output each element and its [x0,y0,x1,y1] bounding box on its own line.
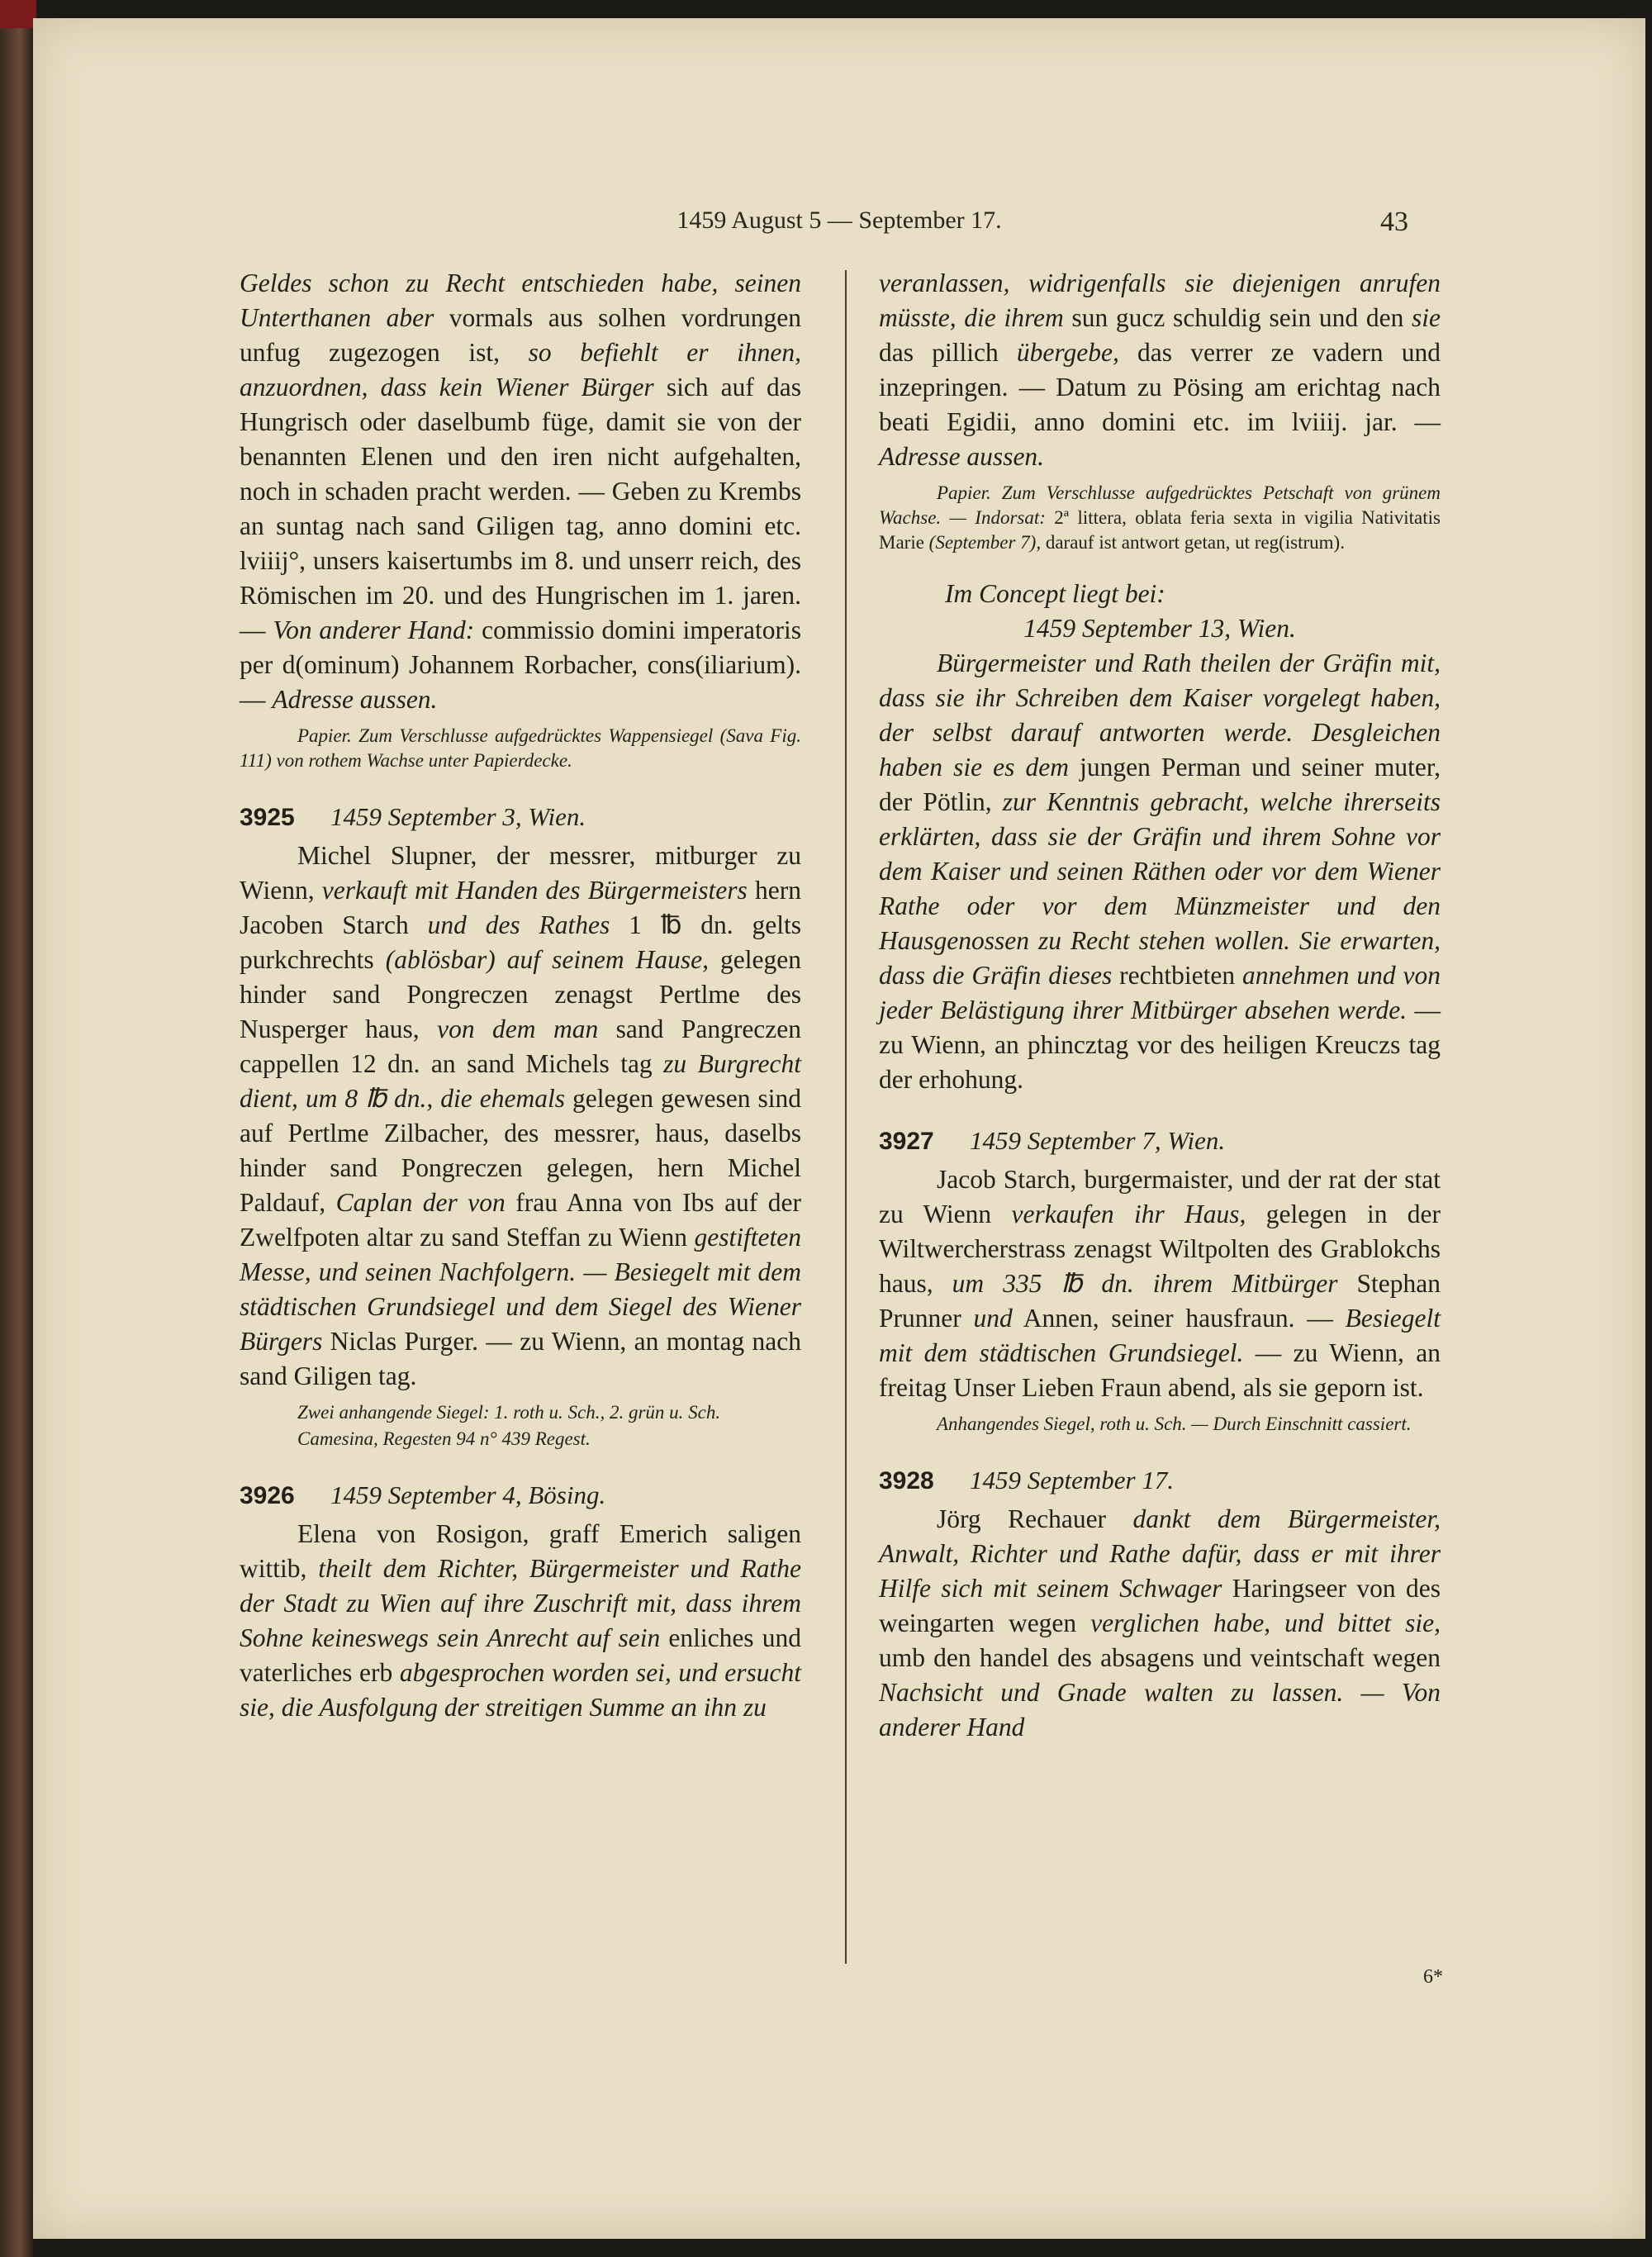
entry-3927-text: Jacob Starch, burgermaister, und der rat der stat zu Wienn verkaufen ihr Haus, gelegen in der Wiltwercherstrass zenagst Wiltpolten des Grablokchs haus, um 335 ℔ dn. ihrem Mitbürger Stephan Prunner und Annen, seiner hausfraun. — Besiegelt mit dem städtischen Grundsiegel. — zu Wienn, an freitag Unser Lieben Fraun abend, als sie geporn ist. [879,1165,1441,1402]
entry-3926-continued-text: veranlassen, widrigenfalls sie diejenigen anrufen müsste, die ihrem sun gucz schuldig sein und den sie das pillich übergebe, das verrer ze vadern und inzepringen. — Datum zu Pösing am erichtag nach beati Egidii, anno domini etc. im lviiij. jar. — Adresse aussen. [879,268,1441,471]
entry-date: 1459 September 7, Wien. [970,1126,1226,1155]
continued-entry-text: Geldes schon zu Recht entschieden habe, seinen Unterthanen aber vormals aus solhen vordrungen unfug zugezogen ist, so befiehlt er ihnen, anzuordnen, dass kein Wiener Bürger sich auf das Hungrisch oder daselbumb füge, damit sie von der benannten Elenen und den iren nicht aufgehalten, noch in schaden pracht werden. — Geben zu Krembs an suntag nach sand Giligen tag, anno domini etc. lviiij°, unsers kaisertumbs im 8. und unserr reich, des Römischen im 20. und des Hungrischen im 1. jaren. — Von anderer Hand: commissio domini imperatoris per d(ominum) Johannem Rorbacher, cons(iliarium). — Adresse aussen. [240,268,802,714]
entry-3928-heading [879,1463,1441,1499]
entry-number: 3926 [240,1482,295,1509]
right-column [879,266,1441,1745]
page-number: 43 [1380,207,1408,237]
entry-3926-note: Papier. Zum Verschlusse aufgedrücktes Petschaft von grünem Wachse. — Indorsat: 2ª littera, oblata feria sexta in vigilia Nativitatis Marie (September 7), darauf ist antwort getan, ut reg(istrum). [879,482,1441,553]
document-page [33,18,1645,2239]
entry-3925-text: Michel Slupner, der messrer, mitburger zu Wienn, verkauft mit Handen des Bürgermeisters hern Jacoben Starch und des Rathes 1 ℔ dn. gelts purkchrechts (ablösbar) auf seinem Hause, gelegen hinder sand Pongreczen zenagst Pertlme des Nusperger haus, von dem man sand Pangreczen cappellen 12 dn. an sand Michels tag zu Burgrecht dient, um 8 ℔ dn., die ehemals gelegen gewesen sind auf Pertlme Zilbacher, des messrer, haus, daselbs hinder sand Pongreczen gelegen, hern Michel Paldauf, Caplan der von frau Anna von Ibs auf der Zwelfpoten altar zu sand Steffan zu Wienn gestifteten Messe, und seinen Nachfolgern. — Besiegelt mit dem städtischen Grundsiegel und dem Siegel des Wiener Bürgers Niclas Purger. — zu Wienn, an montag nach sand Giligen tag. [240,841,802,1390]
concept-date: 1459 September 13, Wien. [1023,614,1296,643]
entry-date: 1459 September 4, Bösing. [330,1480,606,1509]
entry-date: 1459 September 3, Wien. [330,802,586,831]
entry-3927-note: Anhangendes Siegel, roth u. Sch. — Durch Einschnitt cassiert. [937,1414,1412,1434]
continued-entry-note: Papier. Zum Verschlusse aufgedrücktes Wappensiegel (Sava Fig. 111) von rothem Wachse unter Papierdecke. [240,725,801,771]
corner-marker [0,0,36,28]
entry-number: 3927 [879,1128,934,1155]
entry-number: 3928 [879,1467,934,1494]
left-column [240,266,801,1725]
entry-date: 1459 September 17. [970,1466,1175,1494]
book-spine [0,0,33,2257]
entry-number: 3925 [240,804,295,831]
entry-3925-seal-note: Zwei anhangende Siegel: 1. roth u. Sch., 2. grün u. Sch. [297,1402,721,1423]
column-divider [845,270,847,1964]
page-header [33,207,1645,240]
entry-3925-heading [240,800,801,835]
concept-heading: Im Concept liegt bei: [945,579,1165,608]
entry-3926-text: Elena von Rosigon, graff Emerich saligen wittib, theilt dem Richter, Bürgermeister und Rathe der Stadt zu Wien auf ihre Zuschrift mit, dass ihrem Sohne keineswegs sein Anrecht auf sein enliches und vaterliches erb abgesprochen worden sei, und ersucht sie, die Ausfolgung der streitigen Summe an ihn zu [240,1519,802,1722]
entry-3925-source-note: Camesina, Regesten 94 n° 439 Regest. [297,1428,591,1449]
signature-mark: 6* [1423,1966,1443,1988]
entry-3926-heading [240,1478,801,1513]
entry-3928-text: Jörg Rechauer dankt dem Bürgermeister, Anwalt, Richter und Rathe dafür, dass er mit ihrer Hilfe sich mit seinem Schwager Haringseer von des weingarten wegen verglichen habe, und bittet sie, umb den handel des absagens und veintschaft wegen Nachsicht und Gnade walten zu lassen. — Von anderer Hand [879,1504,1441,1741]
running-title: 1459 August 5 — September 17. [676,207,1002,234]
entry-3927-heading [879,1124,1441,1159]
concept-text: Bürgermeister und Rath theilen der Gräfin mit, dass sie ihr Schreiben dem Kaiser vorgelegt haben, der selbst darauf antworten werde. Desgleichen haben sie es dem jungen Perman und seiner muter, der Pötlin, zur Kenntnis gebracht, welche ihrerseits erklärten, dass sie der Gräfin und ihrem Sohne vor dem Kaiser und seinen Räthen oder vor dem Wiener Rathe oder vor dem Münzmeister und den Hausgenossen zu Recht stehen wollen. Sie erwarten, dass die Gräfin dieses rechtbieten annehmen und von jeder Belästigung ihrer Mitbürger absehen werde. — zu Wienn, an phincztag vor des heiligen Kreuczs tag der erhohung. [879,649,1441,1094]
